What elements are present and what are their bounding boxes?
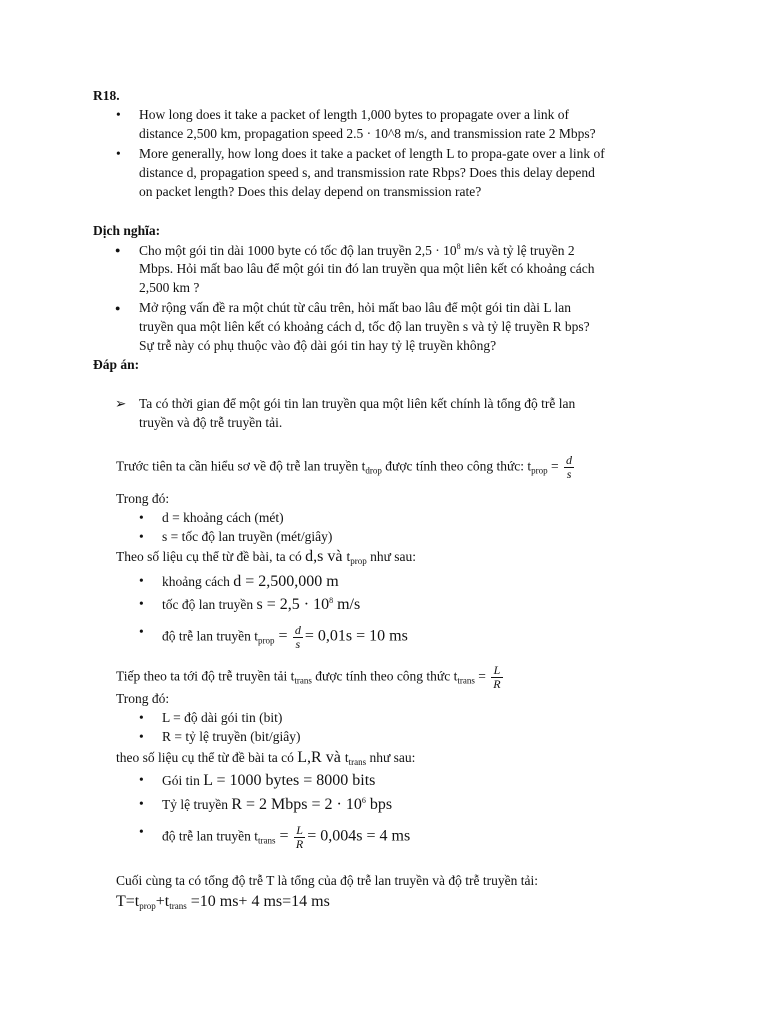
subscript: prop bbox=[531, 465, 548, 476]
question-2-line-1: • More generally, how long does it take a packet of length L to propa-gate over a link of bbox=[139, 146, 605, 162]
text: t bbox=[344, 750, 349, 765]
variables: d,s và bbox=[305, 548, 347, 565]
definition-s: • s = tốc độ lan truyền (mét/giây) bbox=[162, 529, 332, 545]
translation-item-1-line-3: 2,500 km ? bbox=[139, 280, 200, 295]
text: được tính theo công thức t bbox=[311, 668, 458, 684]
subscript: drop bbox=[365, 465, 382, 476]
unit: bps bbox=[365, 796, 393, 813]
subscript: trans bbox=[348, 757, 367, 767]
definition-l: • L = độ dài gói tin (bit) bbox=[162, 710, 282, 726]
result: = 0,01s = 10 ms bbox=[304, 627, 408, 645]
question-2-line-2: distance d, propagation speed s, and transmission rate Rbps? Does this delay depend bbox=[139, 165, 595, 180]
fraction-l-over-r bbox=[491, 664, 502, 691]
unit: m/s bbox=[333, 596, 361, 613]
fraction-l-over-r bbox=[294, 824, 305, 851]
translation-item-2-line-3: Sự trễ này có phụ thuộc vào độ dài gói tin hay tỷ lệ truyền không? bbox=[139, 338, 497, 353]
subscript: trans bbox=[457, 675, 475, 686]
variables: L,R và bbox=[297, 749, 345, 766]
translation-text: m/s và tỷ lệ truyền 2 bbox=[460, 243, 575, 258]
value: d = 2,500,000 m bbox=[233, 573, 339, 590]
text: Theo số liệu cụ thể từ đề bài, ta có bbox=[116, 549, 306, 564]
denominator: s bbox=[295, 637, 301, 651]
exponent: 8 bbox=[456, 242, 461, 251]
subscript: prop bbox=[139, 901, 156, 911]
text: T=t bbox=[116, 893, 140, 910]
value-prop-delay bbox=[162, 624, 408, 651]
text: +t bbox=[155, 893, 170, 910]
translation-item-1-line-2: Mbps. Hỏi mất bao lâu để một gói tin đó lan truyền qua một liên kết có khoảng cách bbox=[139, 261, 595, 276]
exponent: 6 bbox=[361, 796, 366, 805]
text: Trước tiên ta cần hiểu sơ về độ trễ lan truyền t bbox=[116, 458, 366, 474]
where-label-1: Trong đó: bbox=[116, 491, 170, 506]
definition-d: • d = khoảng cách (mét) bbox=[162, 510, 284, 526]
value-speed bbox=[162, 596, 360, 614]
fraction-d-over-s bbox=[564, 454, 574, 481]
answer-intro-line-2: truyền và độ trễ truyền tải. bbox=[139, 415, 283, 430]
value: L = 1000 bytes = 8000 bits bbox=[203, 772, 376, 789]
text: Tiếp theo ta tới độ trễ truyền tải t bbox=[116, 668, 295, 684]
label: độ trễ lan truyền t bbox=[162, 628, 258, 644]
value-packet bbox=[162, 772, 375, 790]
text: = bbox=[474, 668, 486, 684]
label: độ trễ lan truyền t bbox=[162, 828, 258, 844]
text: được tính theo công thức: t bbox=[381, 458, 532, 474]
numerator: L bbox=[491, 664, 502, 678]
numerator: d bbox=[566, 453, 573, 467]
question-1-line-1: • How long does it take a packet of length 1,000 bytes to propagate over a link of bbox=[139, 107, 569, 123]
label: khoảng cách bbox=[162, 574, 234, 589]
value: s = 2,5 · 10 bbox=[256, 596, 330, 613]
denominator: s bbox=[566, 467, 572, 481]
translation-item-2-line-1: ● Mở rộng vấn đề ra một chút từ câu trên, hỏi mất bao lâu để một gói tin dài L lan bbox=[139, 300, 571, 316]
subscript: prop bbox=[257, 635, 275, 646]
value-trans-delay bbox=[162, 824, 410, 851]
label: Tỷ lệ truyền bbox=[162, 797, 232, 812]
translation-item-2-line-2: truyền qua một liên kết có khoảng cách d, tốc độ lan truyền s và tỷ lệ truyền R bps? bbox=[139, 319, 590, 334]
subscript: trans bbox=[257, 835, 276, 846]
text: =10 ms+ 4 ms=14 ms bbox=[186, 893, 330, 910]
fraction-d-over-s bbox=[293, 624, 303, 651]
text: = bbox=[547, 458, 559, 474]
question-2-line-3: on packet length? Does this delay depend on transmission rate? bbox=[139, 184, 482, 199]
propagation-formula-line bbox=[116, 454, 576, 481]
value: R = 2 Mbps = 2 · 10 bbox=[231, 796, 362, 813]
denominator: R bbox=[493, 677, 501, 691]
transmission-formula-line bbox=[116, 664, 505, 691]
data-intro-2 bbox=[116, 749, 415, 767]
text: như sau: bbox=[366, 750, 416, 765]
answer-heading: Đáp án: bbox=[93, 357, 140, 372]
question-title: R18. bbox=[93, 88, 120, 103]
text: t bbox=[346, 549, 351, 564]
text: theo số liệu cụ thể từ đề bài ta có bbox=[116, 750, 298, 765]
answer-intro-line-1: ➢ Ta có thời gian để một gói tin lan truyền qua một liên kết chính là tổng độ trễ lan bbox=[139, 396, 575, 412]
result: = 0,004s = 4 ms bbox=[307, 827, 411, 845]
total-delay bbox=[116, 893, 330, 911]
text: = bbox=[274, 627, 288, 645]
definition-r: • R = tỷ lệ truyền (bit/giây) bbox=[162, 729, 300, 745]
numerator: d bbox=[294, 623, 301, 637]
subscript: prop bbox=[350, 556, 367, 566]
question-1-line-2: distance 2,500 km, propagation speed 2.5 · 10^8 m/s, and transmission rate 2 Mbps? bbox=[139, 126, 596, 141]
subscript: trans bbox=[169, 901, 187, 911]
data-intro-1 bbox=[116, 548, 416, 566]
conclusion-text: Cuối cùng ta có tổng độ trễ T là tổng của độ trễ lan truyền và độ trễ truyền tải: bbox=[116, 873, 539, 888]
where-label-2: Trong đó: bbox=[116, 691, 170, 706]
value-distance bbox=[162, 573, 339, 591]
translation-item-1-line-1 bbox=[139, 242, 575, 259]
subscript: trans bbox=[294, 675, 312, 686]
text: = bbox=[275, 827, 289, 845]
value-rate bbox=[162, 796, 392, 814]
exponent: 8 bbox=[329, 596, 334, 605]
text: như sau: bbox=[366, 549, 417, 564]
translation-text: Cho một gói tin dài 1000 byte có tốc độ lan truyền 2,5 · 10 bbox=[139, 243, 457, 258]
denominator: R bbox=[295, 837, 304, 851]
numerator: L bbox=[294, 824, 305, 838]
label: tốc độ lan truyền bbox=[162, 597, 257, 612]
translation-heading: Dịch nghĩa: bbox=[93, 223, 161, 238]
label: Gói tin bbox=[162, 773, 204, 788]
